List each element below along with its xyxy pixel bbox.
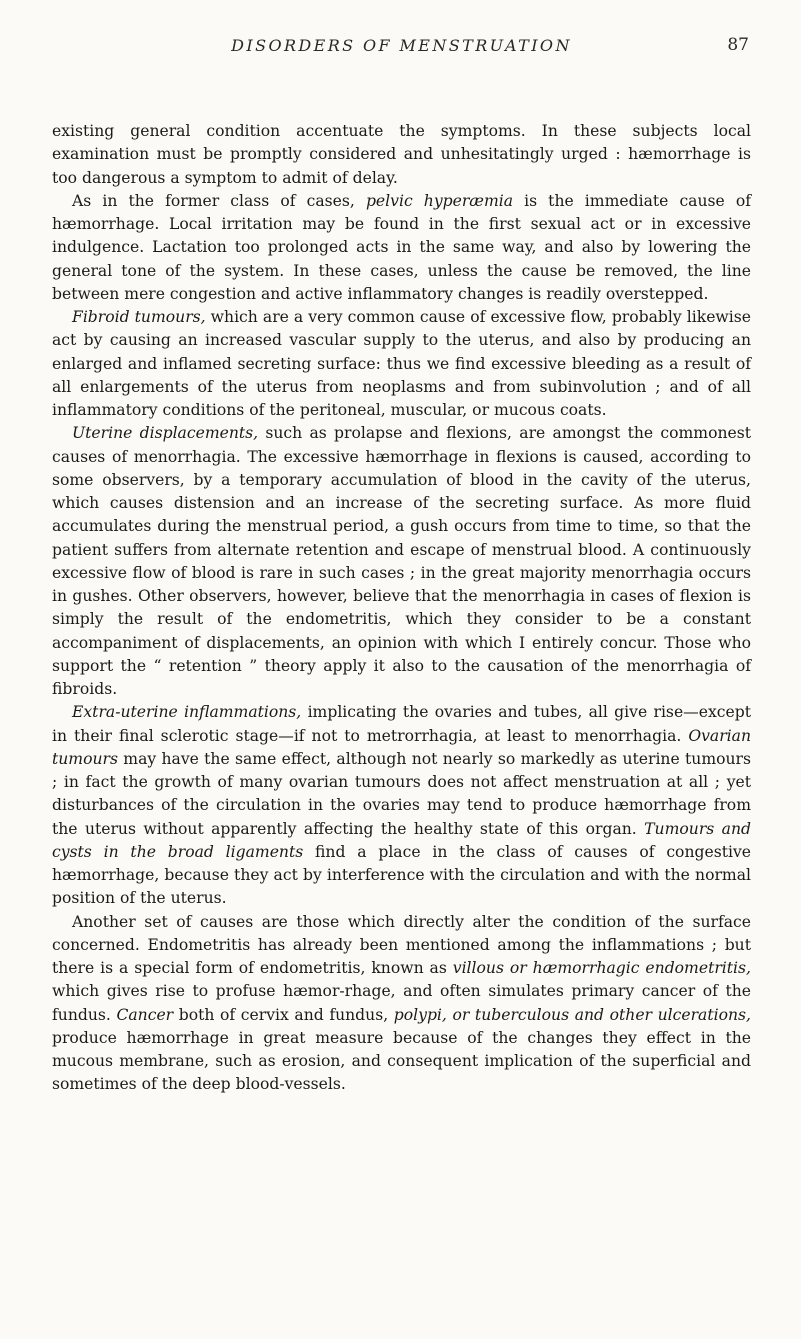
- italic-term: Ovarian tumours: [52, 726, 751, 768]
- paragraph: [52, 911, 751, 1097]
- italic-term: Cancer: [116, 1005, 174, 1024]
- paragraph: [52, 190, 751, 306]
- paragraph: [52, 701, 751, 910]
- text-run: Another set of causes are those which directly alter the condition of the surface concerned. Endometritis has already been mentioned among the inflammations ; but there is a special form of endometritis, known as: [52, 912, 751, 977]
- text-run: which gives rise to profuse hæmor-rhage, and often simulates primary cancer of the fundus.: [52, 982, 751, 1024]
- running-title: DISORDERS OF MENSTRUATION: [231, 36, 572, 55]
- paragraph: [52, 120, 751, 190]
- text-run: implicating the ovaries and tubes, all give rise—except in their final sclerotic stage—if not to metrorrhagia, at least to menorrhagia.: [52, 703, 751, 745]
- text-run: is the immediate cause of hæmorrhage. Local irritation may be found in the first sexual act or in excessive indulgence. Lactation too prolonged acts in the same way, and also by lowering the general tone of the system. In these cases, unless the cause be removed, the line between mere congestion and active inflammatory changes is readily overstepped.: [52, 191, 752, 303]
- page-number: 87: [727, 35, 749, 55]
- text-run: find a place in the class of causes of congestive hæmorrhage, because they act by interference with the circulation and with the normal position of the uterus.: [52, 842, 751, 908]
- text-run: which are a very common cause of excessive flow, probably likewise act by causing an increased vascular supply to the uterus, and also by producing an enlarged and inflamed secreting surface: thus we find excessive bleeding as a result of all enlargements of the uterus from neoplasms and from subinvolution ; and of all inflammatory conditions of the peritoneal, muscular, or mucous coats.: [52, 308, 751, 419]
- text-run: existing general condition accentuate the symptoms. In these subjects local examination must be promptly considered and unhesitatingly urged : hæmorrhage is too dangerous a symptom to admit of delay.: [52, 122, 751, 187]
- text-run: such as prolapse and flexions, are amongst the commonest causes of menorrhagia. The excessive hæmorrhage in flexions is caused, according to some observers, by a temporary accumulation of blood in the cavity of the uterus, which causes distension and an increase of the secreting surface. As more fluid accumulates during the menstrual period, a gush occurs from time to time, so that the patient suffers from alternate retention and escape of menstrual blood. A continuously excessive flow of blood is rare in such cases ; in the great majority menorrhagia occurs in gushes. Other observers, however, believe that the menorrhagia in cases of flexion is simply the result of the endometritis, which they consider to be a constant accompaniment of displacements, an opinion with which I entirely concur. Those who support the “ retention ” theory apply it also to the causation of the menorrhagia of fibroids.: [52, 424, 751, 698]
- italic-term: Fibroid tumours,: [72, 308, 206, 326]
- text-run: produce hæmorrhage in great measure because of the changes they effect in the mucous membrane, such as erosion, and consequent implication of the superficial and sometimes of the deep blood-vessels.: [52, 1028, 751, 1094]
- book-page: [0, 36, 801, 1339]
- italic-term: Tumours and cysts in the broad ligaments: [52, 819, 751, 861]
- italic-term: Uterine displacements,: [72, 424, 259, 443]
- paragraph: [52, 422, 751, 701]
- italic-term: pelvic hyperæmia: [365, 191, 514, 210]
- italic-term: Extra-uterine inflammations,: [72, 703, 302, 722]
- text-run: As in the former class of cases,: [72, 191, 366, 210]
- page-header: [52, 36, 751, 80]
- text-run: both of cervix and fundus,: [173, 1005, 394, 1024]
- italic-term: villous or hæmorrhagic endometritis,: [452, 959, 751, 977]
- text-run: may have the same effect, although not nearly so markedly as uterine tumours ; in fact the growth of many ovarian tumours does not affect menstruation at all ; yet disturbances of the circulation in the ovaries may tend to produce hæmorrhage from the uterus without apparently affecting the healthy state of this organ.: [52, 749, 751, 838]
- body-text: [52, 120, 751, 1097]
- paragraph: [52, 306, 751, 422]
- italic-term: polypi, or tuberculous and other ulcerations,: [393, 1005, 751, 1024]
